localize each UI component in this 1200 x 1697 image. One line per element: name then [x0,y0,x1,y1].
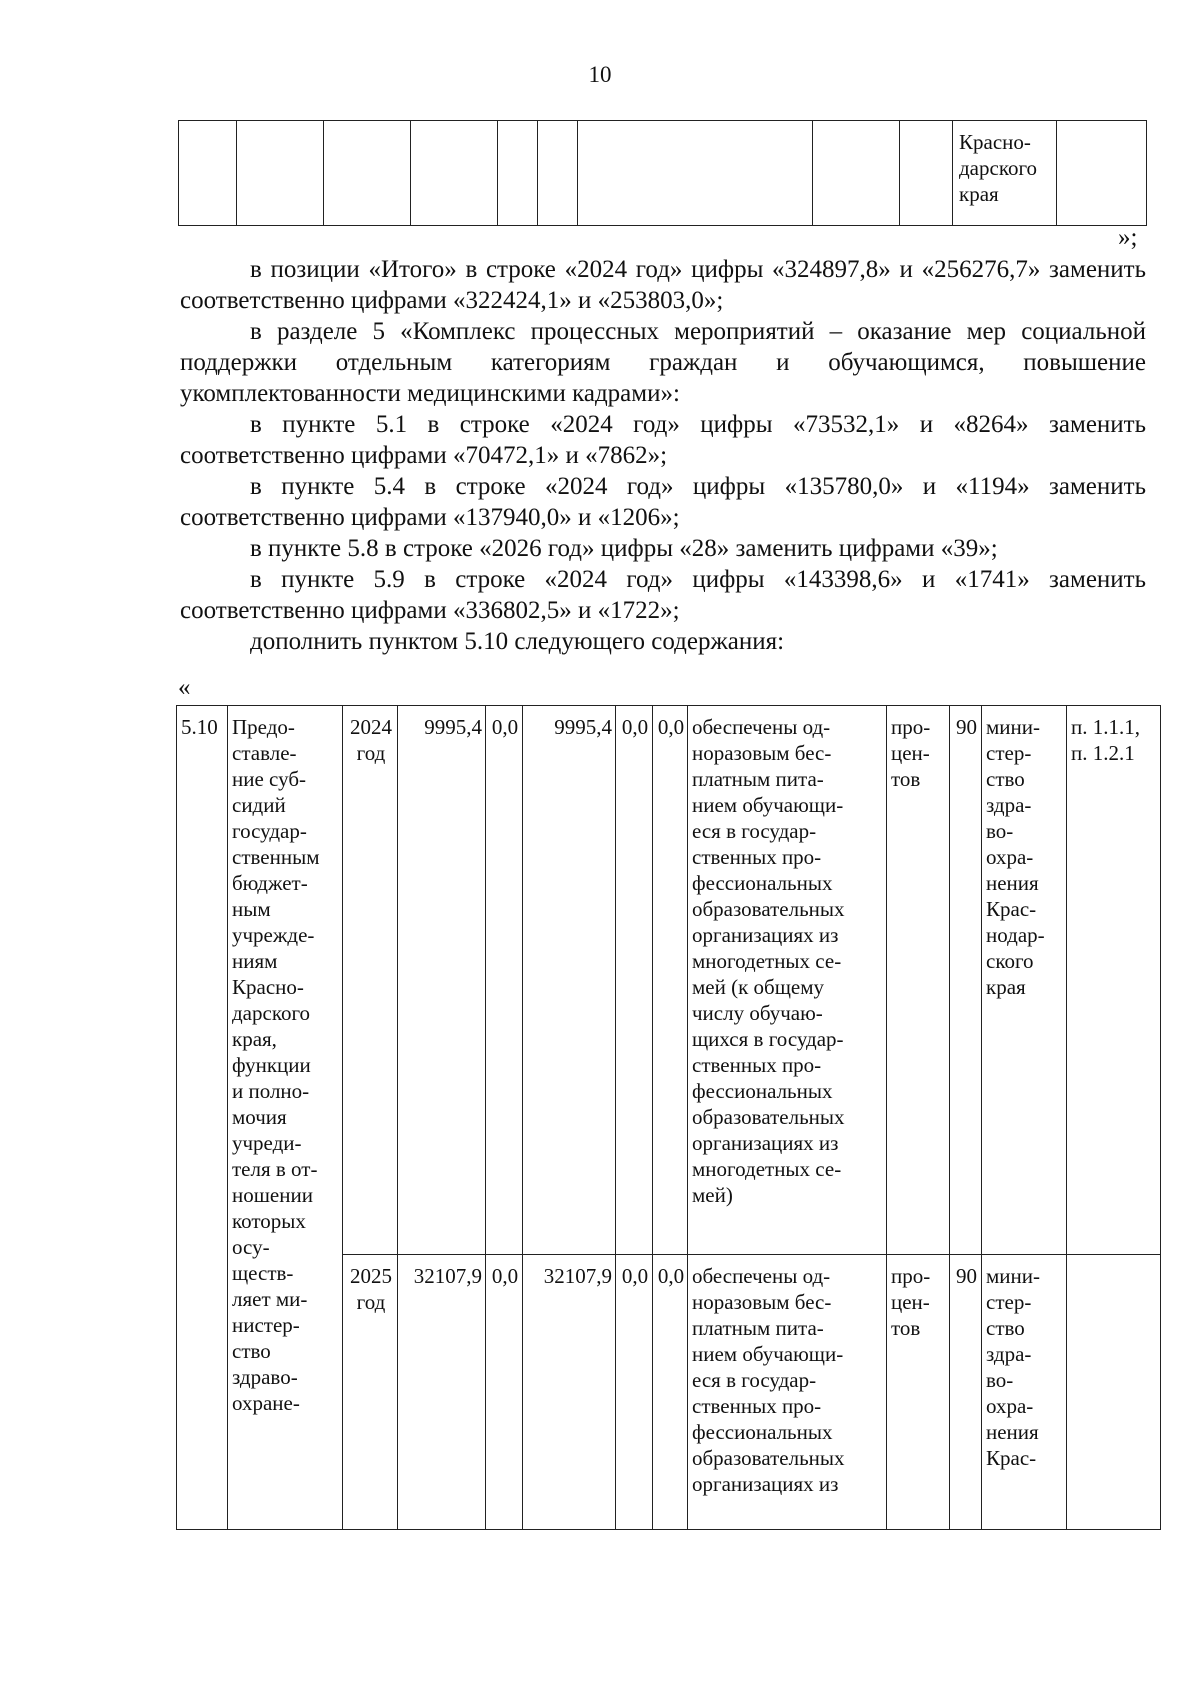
cell-line: ство [986,1316,1025,1340]
paragraph: в пункте 5.9 в строке «2024 год» цифры «143398,6» и «1741» заменить соответственно цифрами «336802,5» и «1722»; [180,566,1146,624]
cell-line: и полно- [232,1079,310,1103]
cell-line: края, [232,1027,277,1051]
paragraph: в разделе 5 «Комплекс процессных мероприятий – оказание мер социальной поддержки отдельным категориям граждан и обучающимся, повышение укомплектованности медицинскими кадрами»: [180,318,1146,407]
amount-cell: 0,0 [486,706,523,1255]
cell-line: нодар- [986,923,1045,947]
cell-line: ского [986,949,1034,973]
cell-line: во- [986,819,1014,843]
table-cell [900,121,953,226]
table-cell [237,121,324,226]
cell-line: ниям [232,949,278,973]
total-cell: 32107,9 [398,1255,486,1530]
cell-line: Предо- [232,715,295,739]
item-description [228,706,343,1530]
cell-line: ставле- [232,741,297,765]
page-number: 10 [588,62,612,87]
cell-line: п. 1.2.1 [1071,741,1135,765]
amount-cell: 0,0 [616,706,653,1255]
amendment-text [180,254,1146,657]
table-cell [411,121,498,226]
cell-line: тов [891,1316,921,1340]
cell-line: стер- [986,741,1032,765]
cell-line: фессиональных [692,871,833,895]
cell-line: учреди- [232,1131,302,1155]
cell-line: нения [986,1420,1039,1444]
responsible-cell [982,706,1067,1255]
cell-line: норазовым бес- [692,741,832,765]
amount-cell: 0,0 [653,706,688,1255]
cell-line: здра- [986,1342,1032,1366]
cell-line: которых [232,1209,306,1233]
cell-line: здраво- [232,1365,298,1389]
amount-cell: 0,0 [486,1255,523,1530]
cell-line: ственных про- [692,1394,822,1418]
table-cell [324,121,411,226]
cell-line: фессиональных [692,1079,833,1103]
cell-line: образовательных [692,1105,845,1129]
cell-line: мини- [986,715,1040,739]
cell-line: Крас- [986,897,1037,921]
cell-line: платным пита- [692,1316,824,1340]
cell-line: организациях из [692,1131,839,1155]
cell-line: ство [232,1339,271,1363]
item-5-10-table [176,705,1161,1530]
cell-line: нения [986,871,1039,895]
cell-line: нием обучающи- [692,1342,844,1366]
amount-cell: 0,0 [653,1255,688,1530]
cell-line: год [356,1290,386,1314]
cell-line: организациях из [692,1472,839,1496]
year-cell [343,706,398,1255]
cell-line: ственных про- [692,845,822,869]
cell-line: образовательных [692,897,845,921]
link-cell [1067,1255,1161,1530]
cell-line: обеспечены од- [692,715,831,739]
cell-line: охране- [232,1391,300,1415]
table-cell [538,121,578,226]
result-cell [688,1255,887,1530]
cell-line: учрежде- [232,923,315,947]
item-number: 5.10 [177,706,228,1530]
cell-line: тов [891,767,921,791]
cell-line: ществ- [232,1261,294,1285]
cell-line: дарского [959,156,1038,180]
cell-line: многодетных се- [692,949,842,973]
result-cell [688,706,887,1255]
cell-line: еся в государ- [692,1368,817,1392]
cell-line: многодетных се- [692,1157,842,1181]
responsible-cell [982,1255,1067,1530]
cell-line: про- [891,715,931,739]
table-cell [1057,121,1147,226]
cell-line: сидий [232,793,286,817]
cell-line: края [959,182,999,206]
cell-line: образовательных [692,1446,845,1470]
amount-cell: 9995,4 [523,706,616,1255]
cell-line: Красно- [959,130,1031,154]
value-cell: 90 [950,706,982,1255]
cell-line: 2024 [350,715,392,739]
cell-line: щихся в государ- [692,1027,844,1051]
paragraph: в пункте 5.1 в строке «2024 год» цифры «73532,1» и «8264» заменить соответственно цифрами «70472,1» и «7862»; [180,411,1146,469]
cell-line: ственных про- [692,1053,822,1077]
cell-line: во- [986,1368,1014,1392]
table-row [177,706,1161,1255]
cell-line: теля в от- [232,1157,318,1181]
cell-line: охра- [986,1394,1034,1418]
table-cell [813,121,900,226]
cell-line: 2025 [350,1264,392,1288]
total-cell: 9995,4 [398,706,486,1255]
cell-line: организациях из [692,923,839,947]
cell-line: про- [891,1264,931,1288]
cell-line: мочия [232,1105,287,1129]
cell-line: ляет ми- [232,1287,308,1311]
region-cell [953,121,1057,226]
cell-line: норазовым бес- [692,1290,832,1314]
paragraph: дополнить пунктом 5.10 следующего содержания: [250,628,785,655]
cell-line: платным пита- [692,767,824,791]
opening-quote: « [178,674,191,701]
cell-line: мей) [692,1183,733,1207]
cell-line: ношении [232,1183,313,1207]
unit-cell [887,1255,950,1530]
cell-line: нием обучающи- [692,793,844,817]
cell-line: охра- [986,845,1034,869]
cell-line: год [356,741,386,765]
cell-line: государ- [232,819,307,843]
paragraph: в позиции «Итого» в строке «2024 год» цифры «324897,8» и «256276,7» заменить соответственно цифрами «322424,1» и «253803,0»; [180,256,1146,314]
cell-line: осу- [232,1235,270,1259]
cell-line: обеспечены од- [692,1264,831,1288]
table-cell [498,121,538,226]
cell-line: дарского [232,1001,311,1025]
cell-line: ственным [232,845,320,869]
cell-line: цен- [891,741,930,765]
cell-line: цен- [891,1290,930,1314]
cell-line: края [986,975,1026,999]
closing-quote: »; [1118,224,1138,251]
table-cell [179,121,237,226]
cell-line: ство [986,767,1025,791]
unit-cell [887,706,950,1255]
link-cell [1067,706,1161,1255]
cell-line: ние суб- [232,767,306,791]
cell-line: нистер- [232,1313,300,1337]
cell-line: фессиональных [692,1420,833,1444]
table-cell [578,121,813,226]
continuation-table [178,120,1147,226]
year-cell [343,1255,398,1530]
cell-line: числу обучаю- [692,1001,823,1025]
cell-line: п. 1.1.1, [1071,715,1140,739]
amount-cell: 32107,9 [523,1255,616,1530]
cell-line: Крас- [986,1446,1037,1470]
cell-line: стер- [986,1290,1032,1314]
cell-line: ным [232,897,271,921]
cell-line: мей (к общему [692,975,825,999]
paragraph: в пункте 5.8 в строке «2026 год» цифры «28» заменить цифрами «39»; [250,535,998,562]
amount-cell: 0,0 [616,1255,653,1530]
cell-line: бюджет- [232,871,308,895]
cell-line: Красно- [232,975,304,999]
paragraph: в пункте 5.4 в строке «2024 год» цифры «135780,0» и «1194» заменить соответственно цифрами «137940,0» и «1206»; [180,473,1146,531]
cell-line: функции [232,1053,311,1077]
cell-line: еся в государ- [692,819,817,843]
cell-line: мини- [986,1264,1040,1288]
cell-line: здра- [986,793,1032,817]
value-cell: 90 [950,1255,982,1530]
